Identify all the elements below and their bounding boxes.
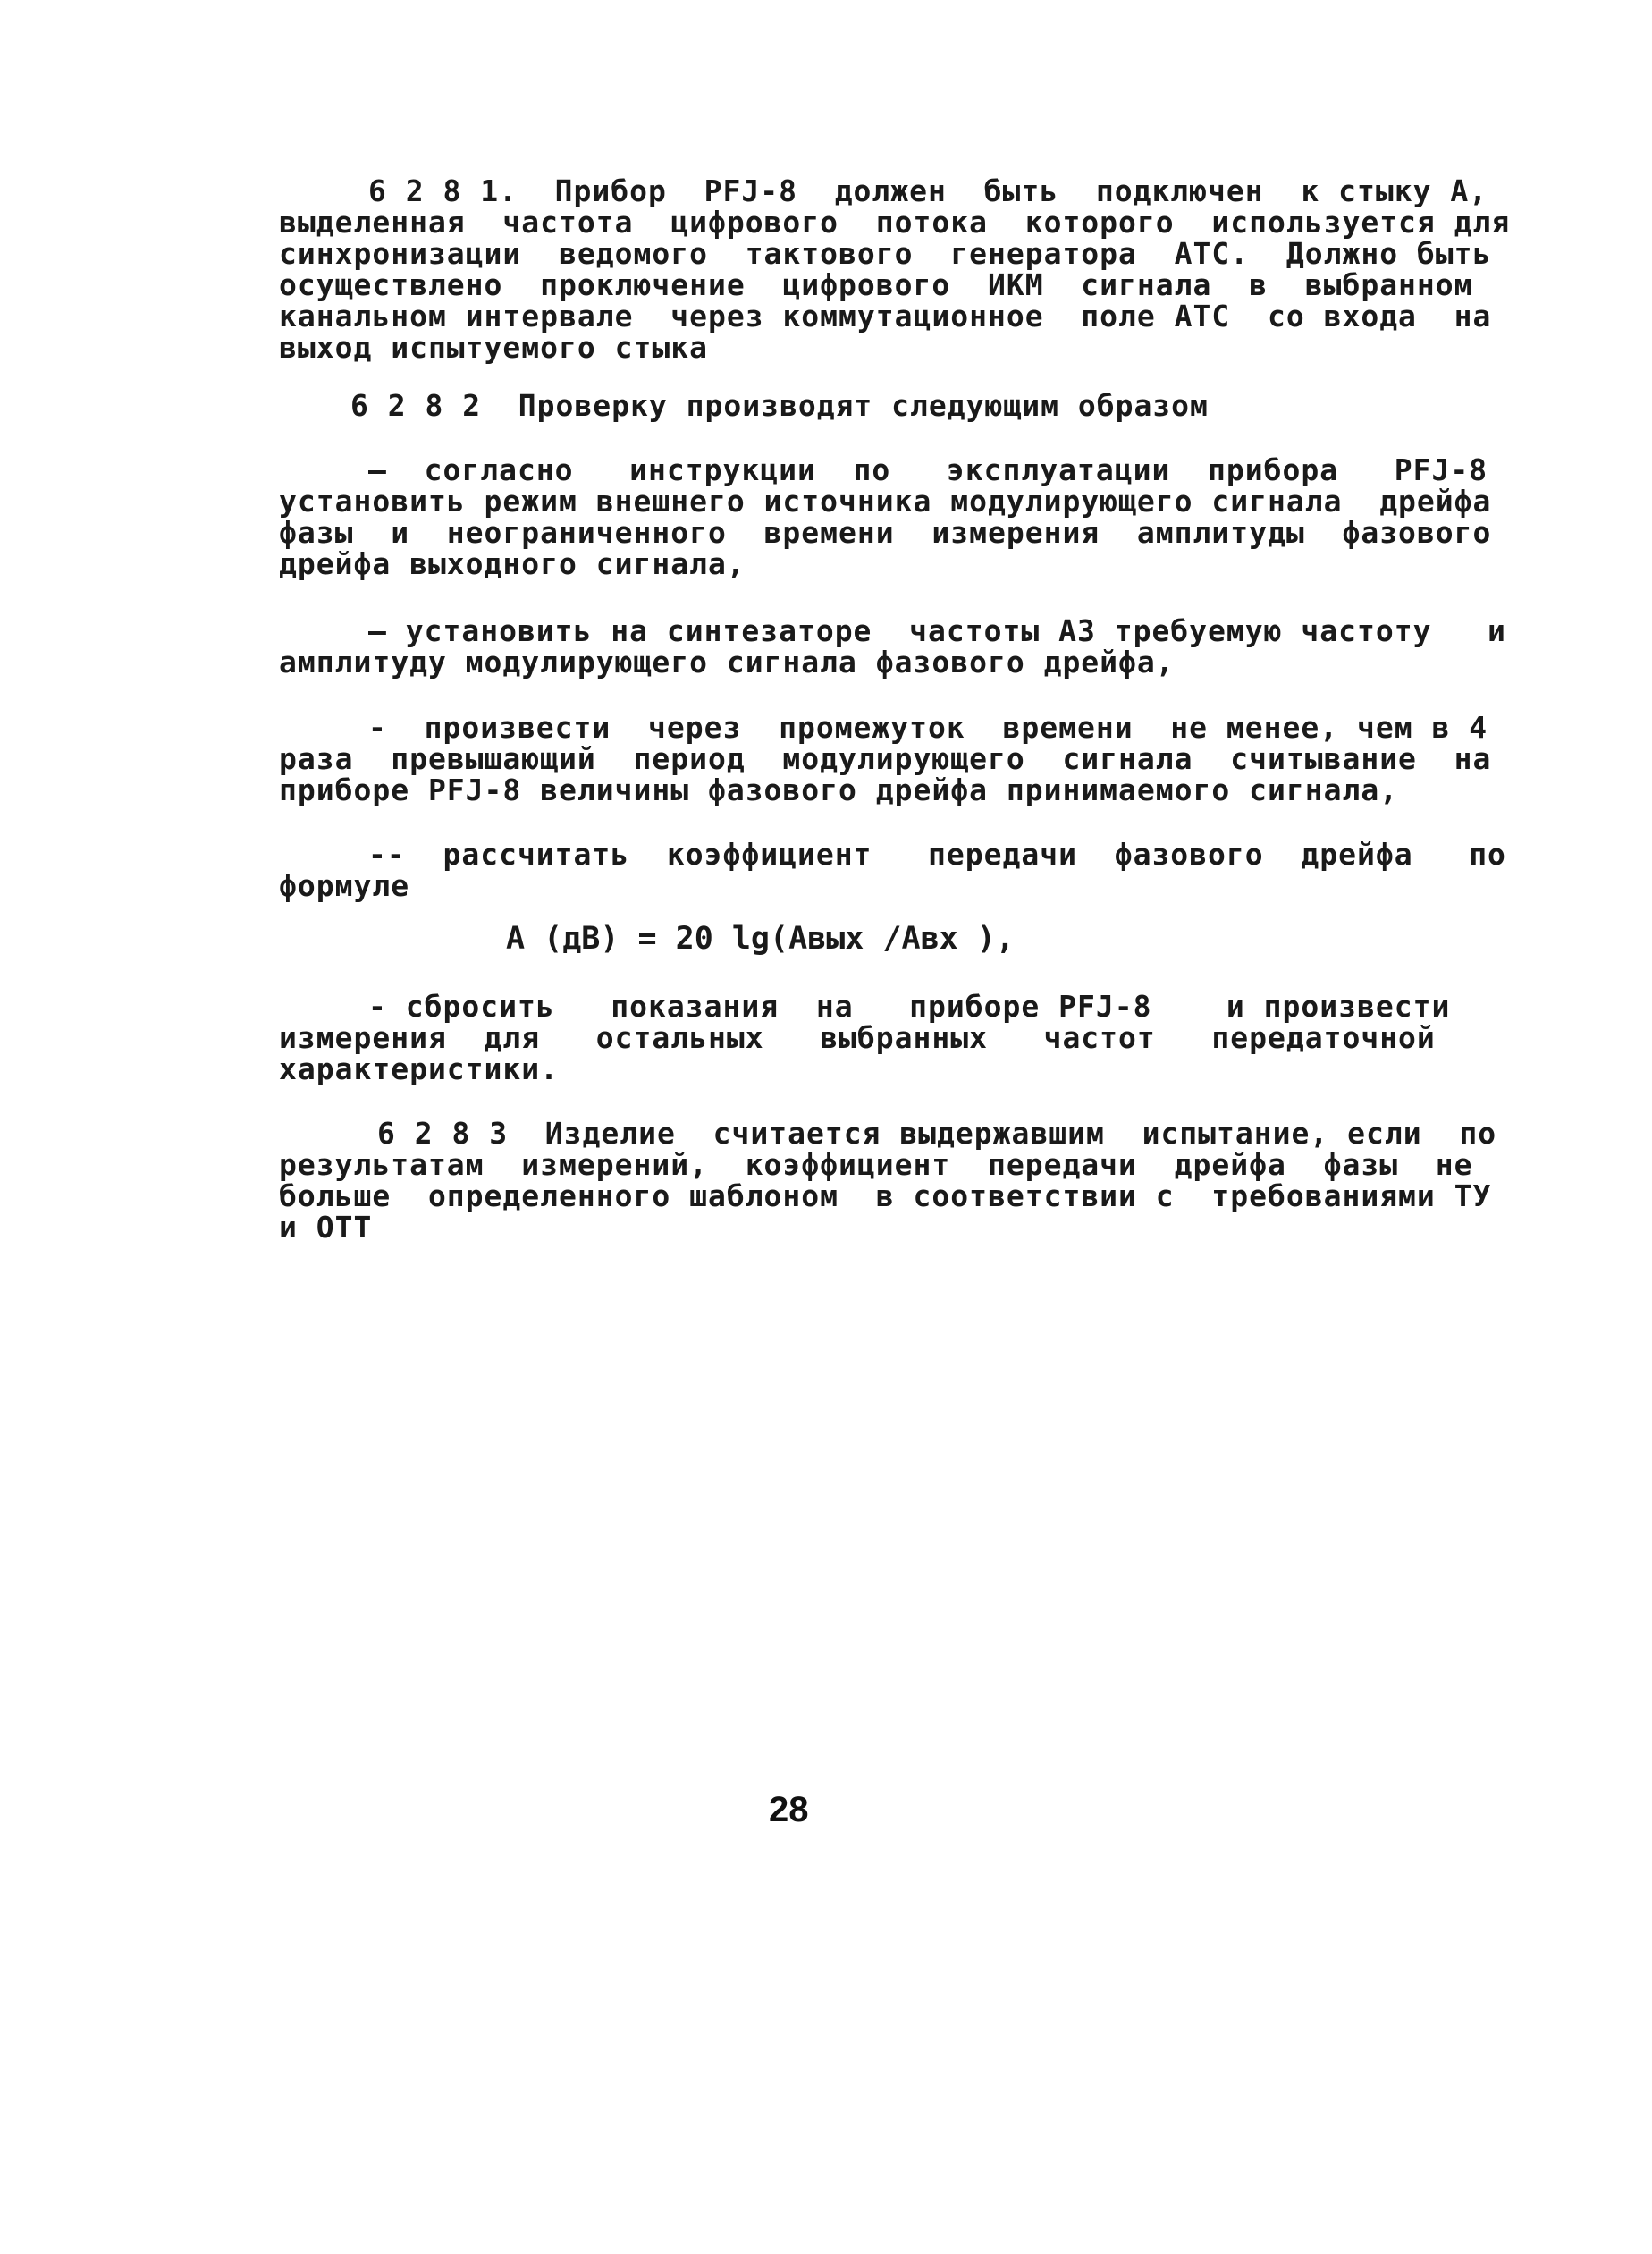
text-line: амплитуду модулирующего сигнала фазового дрейфа, xyxy=(279,645,1175,680)
text-line: - произвести через промежуток времени не менее, чем в 4 xyxy=(368,710,1488,745)
text-line: осуществлено проключение цифрового ИКМ сигнала в выбранном xyxy=(279,267,1473,302)
text-line: больше определенного шаблоном в соответствии с требованиями ТУ xyxy=(279,1178,1492,1213)
text-line: -- рассчитать коэффициент передачи фазового дрейфа по xyxy=(368,837,1506,872)
text-line: установить режим внешнего источника модулирующего сигнала дрейфа xyxy=(279,484,1492,519)
text-line: формуле xyxy=(279,868,410,903)
paragraph-list-item-3 xyxy=(279,710,1492,807)
text-line: выход испытуемого стыка xyxy=(279,330,708,365)
text-line: и ОТТ xyxy=(279,1210,373,1245)
paragraph-list-item-5 xyxy=(279,991,1477,1085)
text-line: 6 2 8 2 Проверку производят следующим образом xyxy=(350,388,1209,423)
text-line: 6 2 8 1. Прибор PFJ-8 должен быть подключен к стыку А, xyxy=(368,173,1488,208)
text-line: - сбросить показания на приборе PFJ-8 и произвести xyxy=(368,989,1451,1024)
text-line: раза превышающий период модулирующего сигнала считывание на xyxy=(279,741,1492,776)
paragraph-6-2-8-3 xyxy=(279,1116,1497,1245)
paragraph-list-item-2 xyxy=(279,613,1506,680)
text-line: результатам измерений, коэффициент передачи дрейфа фазы не xyxy=(279,1147,1473,1182)
text-line: синхронизации ведомого тактового генератора АТС. Должно быть xyxy=(279,236,1492,271)
paragraph-6-2-8-1 xyxy=(279,173,1511,365)
formula: A (дВ) = 20 lg(Aвых /Aвх ), xyxy=(506,921,1015,957)
page-number: 28 xyxy=(769,1790,809,1829)
text-line: канальном интервале через коммутационное поле АТС со входа на xyxy=(279,299,1492,333)
text-line: дрейфа выходного сигнала, xyxy=(279,546,746,581)
paragraph-6-2-8-2 xyxy=(279,390,1477,421)
text-line: выделенная частота цифрового потока которого используется для xyxy=(279,205,1511,240)
paragraph-list-item-4 xyxy=(279,837,1506,903)
text-line: 6 2 8 3 Изделие считается выдержавшим испытание, если по xyxy=(377,1116,1497,1151)
text-line: измерения для остальных выбранных частот передаточной xyxy=(279,1020,1436,1055)
text-line: характеристики. xyxy=(279,1051,560,1086)
text-line: фазы и неограниченного времени измерения амплитуды фазового xyxy=(279,515,1492,550)
text-line: – установить на синтезаторе частоты А3 требуемую частоту и xyxy=(368,613,1506,648)
text-line: – согласно инструкции по эксплуатации прибора PFJ-8 xyxy=(368,452,1488,487)
paragraph-list-item-1 xyxy=(279,452,1492,581)
text-line: приборе PFJ-8 величины фазового дрейфа принимаемого сигнала, xyxy=(279,772,1399,807)
